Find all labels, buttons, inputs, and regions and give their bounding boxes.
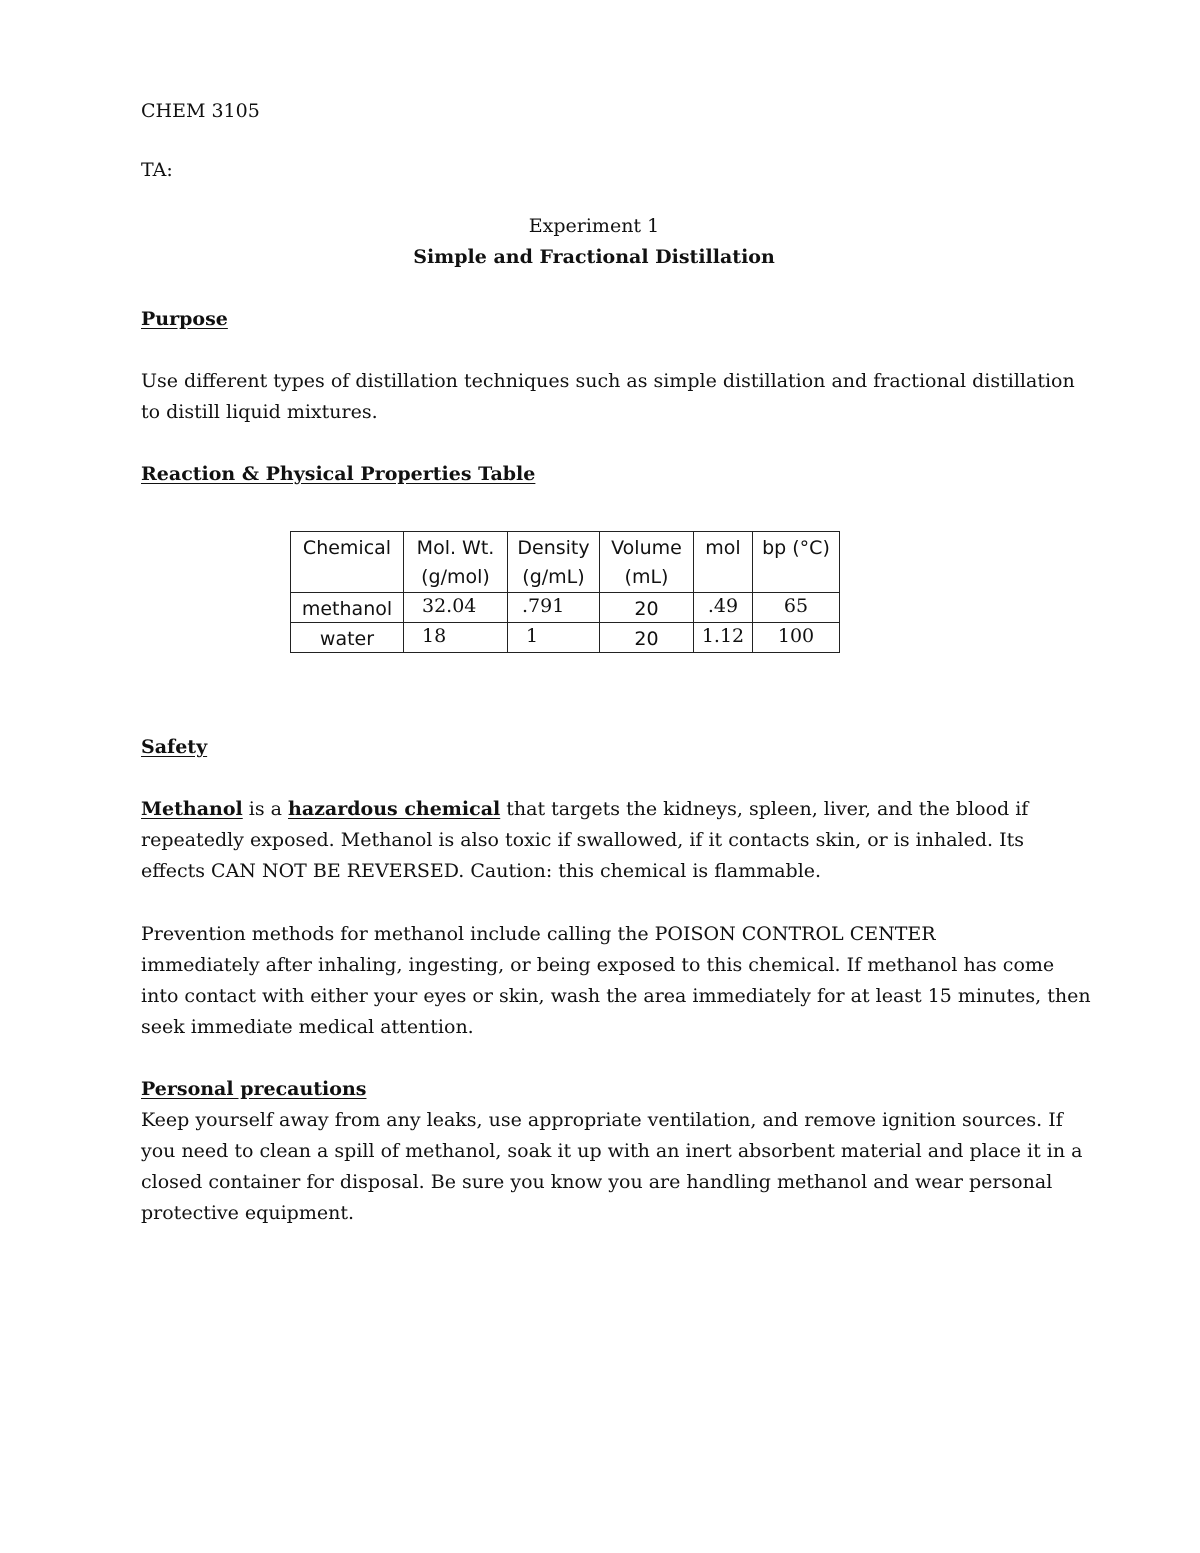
- safety-p2-line-2: immediately after inhaling, ingesting, or being exposed to this chemical. If methanol has come: [141, 954, 1055, 976]
- col-mol-wt: Mol. Wt. (g/mol): [404, 532, 508, 593]
- cell-volume: 20: [600, 623, 694, 653]
- safety-p1-line-2: repeatedly exposed. Methanol is also toxic if swallowed, if it contacts skin, or is inhaled. Its: [141, 829, 1024, 851]
- properties-table: [290, 531, 840, 653]
- safety-paragraph-1: [141, 794, 1071, 887]
- precautions-line-1: Keep yourself away from any leaks, use appropriate ventilation, and remove ignition sources. If: [141, 1109, 1063, 1131]
- table-header-row: [291, 532, 840, 593]
- cell-mol-wt: 32.04: [404, 593, 508, 623]
- safety-p1-line-3: effects CAN NOT BE REVERSED. Caution: this chemical is flammable.: [141, 860, 822, 882]
- safety-p1-line-1: [141, 794, 1071, 825]
- purpose-text: [141, 366, 1075, 428]
- hazardous-emphasis: hazardous chemical: [288, 798, 501, 820]
- cell-density: .791: [508, 593, 600, 623]
- safety-p1-rest: that targets the kidneys, spleen, liver, and the blood if: [500, 798, 1029, 820]
- purpose-line-2: to distill liquid mixtures.: [141, 401, 378, 423]
- table-row: [291, 623, 840, 653]
- cell-density: 1: [508, 623, 600, 653]
- safety-p2-line-4: seek immediate medical attention.: [141, 1016, 474, 1038]
- safety-p2-line-3: into contact with either your eyes or skin, wash the area immediately for at least 15 minutes, then: [141, 985, 1091, 1007]
- cell-mol: .49: [694, 593, 753, 623]
- precautions-line-2: you need to clean a spill of methanol, soak it up with an inert absorbent material and place it in a: [141, 1140, 1083, 1162]
- purpose-line-1: Use different types of distillation techniques such as simple distillation and fractional distillation: [141, 370, 1075, 392]
- safety-heading: Safety: [141, 736, 208, 758]
- table-heading: Reaction & Physical Properties Table: [141, 463, 536, 485]
- cell-mol: 1.12: [694, 623, 753, 653]
- cell-chemical: water: [291, 623, 404, 653]
- table-row: [291, 593, 840, 623]
- ta-label: TA:: [141, 159, 173, 181]
- col-volume: Volume (mL): [600, 532, 694, 593]
- cell-bp: 100: [753, 623, 840, 653]
- precautions-heading: Personal precautions: [141, 1078, 367, 1100]
- col-density: Density (g/mL): [508, 532, 600, 593]
- is-a-text: is a: [242, 798, 289, 820]
- safety-p2-line-1: Prevention methods for methanol include calling the POISON CONTROL CENTER: [141, 923, 936, 945]
- col-bp: bp (°C): [753, 532, 840, 593]
- methanol-emphasis: Methanol: [141, 798, 243, 820]
- purpose-heading: Purpose: [141, 308, 228, 330]
- col-chemical: Chemical: [291, 532, 404, 593]
- experiment-title: Simple and Fractional Distillation: [413, 246, 775, 268]
- course-code: CHEM 3105: [141, 100, 260, 122]
- safety-paragraph-2: [141, 919, 1091, 1043]
- cell-chemical: methanol: [291, 593, 404, 623]
- precautions-line-4: protective equipment.: [141, 1202, 354, 1224]
- cell-volume: 20: [600, 593, 694, 623]
- precautions-line-3: closed container for disposal. Be sure you know you are handling methanol and wear personal: [141, 1171, 1053, 1193]
- precautions-paragraph: [141, 1105, 1083, 1229]
- col-mol: mol: [694, 532, 753, 593]
- cell-mol-wt: 18: [404, 623, 508, 653]
- cell-bp: 65: [753, 593, 840, 623]
- experiment-number: Experiment 1: [528, 215, 660, 237]
